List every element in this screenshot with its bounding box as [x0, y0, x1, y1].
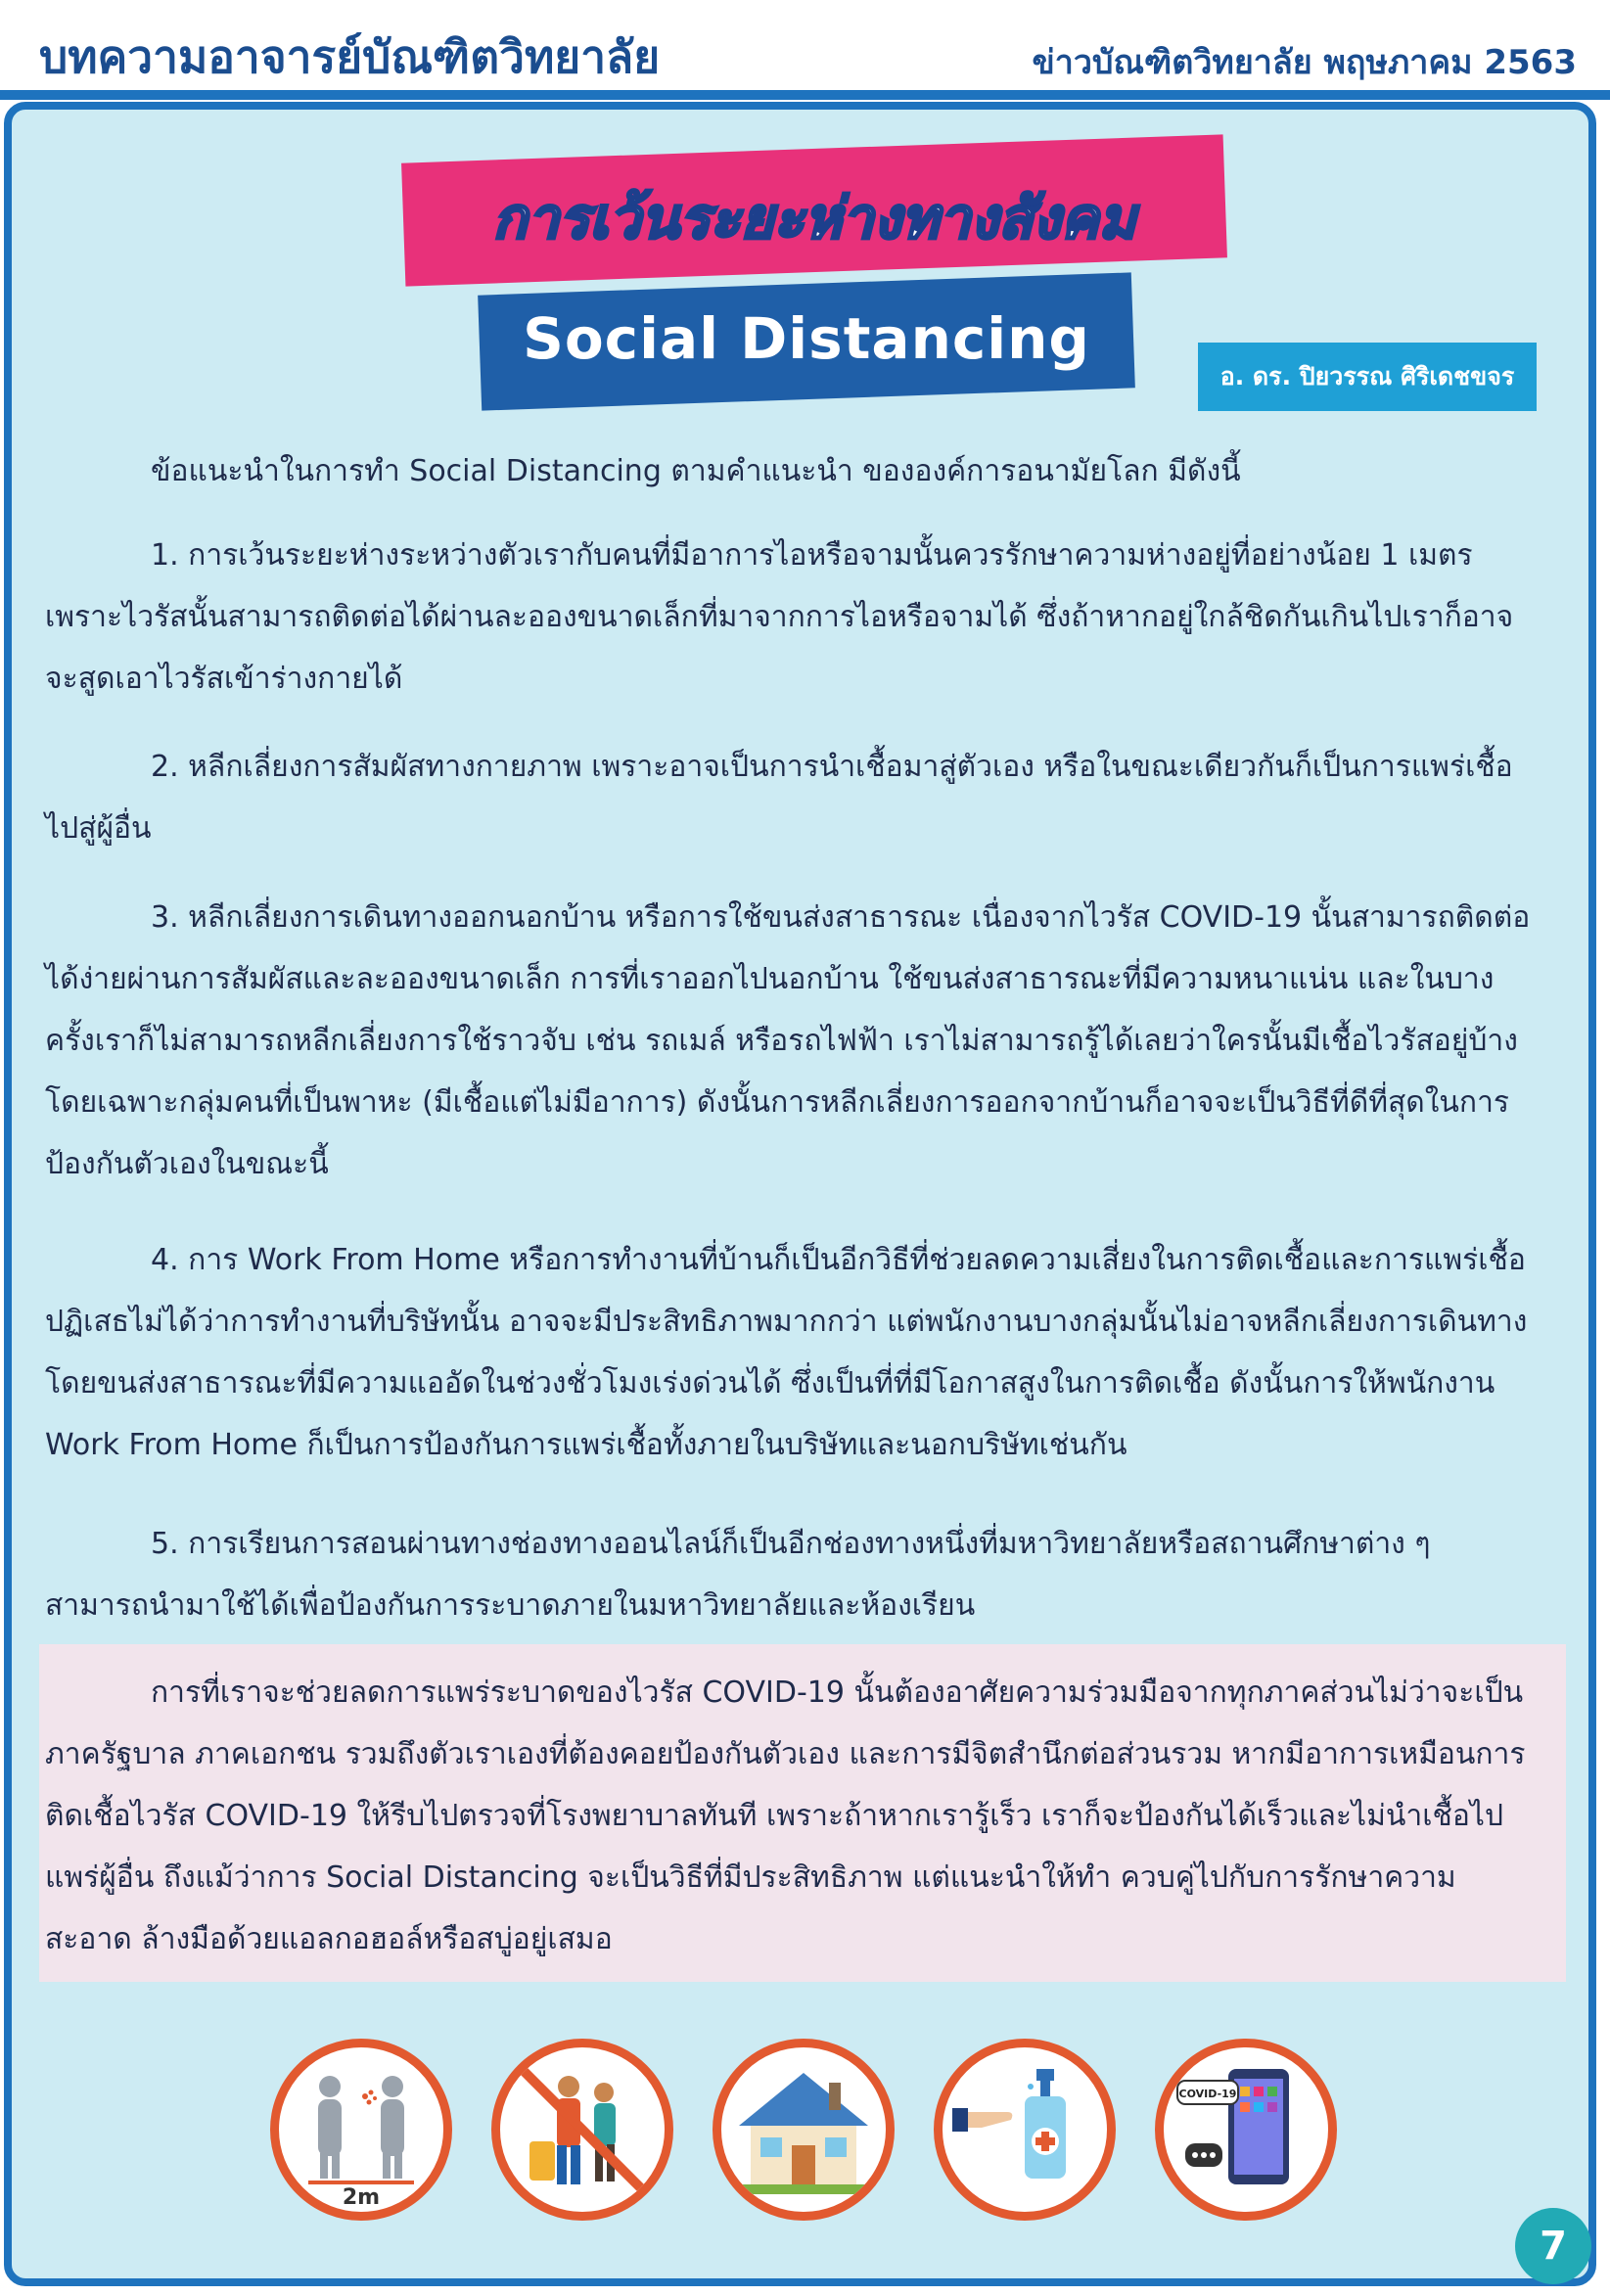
- paragraph-text: 5. การเรียนการสอนผ่านทางช่องทางออนไลน์ก็เป็นอีกช่องทางหนึ่งที่มหาวิทยาลัยหรือสถานศึกษาต่าง ๆ สามารถนำมาใช้ได้เพื่อป้องกันการระบาดภายในมหาวิทยาลัยและห้องเรียน: [45, 1527, 1431, 1623]
- hand-sanitizer-icon: [934, 2039, 1116, 2221]
- paragraph-3: [45, 887, 1542, 1195]
- issue-label: ข่าวบัณฑิตวิทยาลัย พฤษภาคม 2563: [1032, 43, 1577, 82]
- paragraph-4: [45, 1229, 1542, 1476]
- title-thai: การเว้นระยะห่างทางสังคม: [492, 185, 1136, 252]
- stay-home-icon: [713, 2039, 895, 2221]
- paragraph-2: [45, 736, 1542, 859]
- section-title: บทความอาจารย์บัณฑิตวิทยาลัย: [39, 30, 661, 83]
- conclusion-text: การที่เราจะช่วยลดการแพร่ระบาดของไวรัส COVID-19 นั้นต้องอาศัยความร่วมมือจากทุกภาคส่วนไม่ว่าจะเป็นภาครัฐบาล ภาคเอกชน รวมถึงตัวเราเองที่ต้องคอยป้องกันตัวเอง และการมีจิตสำนึกต่อส่วนรวม หากมีอาการเหมือนการติดเชื้อไวรัส COVID-19 ให้รีบไปตรวจที่โรงพยาบาลทันที เพราะถ้าหากเรารู้เร็ว เราก็จะป้องกันได้เร็วและไม่นำเชื้อไปแพร่ผู้อื่น ถึงแม้ว่าการ Social Distancing จะเป็นวิธีที่มีประสิทธิภาพ แต่แนะนำให้ทำ ควบคู่ไปกับการรักษาความสะอาด ล้างมือด้วยแอลกอฮอล์หรือสบู่อยู่เสมอ: [45, 1676, 1526, 1956]
- paragraph-text: 1. การเว้นระยะห่างระหว่างตัวเรากับคนที่มีอาการไอหรือจามนั้นควรรักษาความห่างอยู่ที่อย่างน้อย 1 เมตร เพราะไวรัสนั้นสามารถติดต่อได้ผ่านละอองขนาดเล็กที่มาจากการไอหรือจามได้ ซึ่งถ้าหากอยู่ใกล้ชิดกันเกินไปเราก็อาจจะสูดเอาไวรัสเข้าร่างกายได้: [45, 538, 1514, 696]
- no-travel-icon: [491, 2039, 673, 2221]
- page-header: [0, 0, 1610, 90]
- distance-label: 2m: [342, 2185, 381, 2210]
- intro-paragraph: ข้อแนะนำในการทำ Social Distancing ตามคำแนะนำ ขององค์การอนามัยโลก มีดังนี้: [151, 454, 1241, 488]
- phone-covid-icon: [1155, 2039, 1337, 2221]
- distance-icon: [270, 2039, 452, 2221]
- intro-text: [45, 440, 1542, 502]
- title-english: Social Distancing: [523, 305, 1090, 372]
- page-number: 7: [1515, 2208, 1591, 2284]
- author-badge: อ. ดร. ปิยวรรณ ศิริเดชขจร: [1198, 343, 1537, 411]
- paragraph-text: 4. การ Work From Home หรือการทำงานที่บ้านก็เป็นอีกวิธีที่ช่วยลดความเสี่ยงในการติดเชื้อและการแพร่เชื้อ ปฏิเสธไม่ได้ว่าการทำงานที่บริษัทนั้น อาจจะมีประสิทธิภาพมากกว่า แต่พนักงานบางกลุ่มนั้นไม่อาจหลีกเลี่ยงการเดินทางโดยขนส่งสาธารณะที่มีความแออัดในช่วงชั่วโมงเร่งด่วนได้ ซึ่งเป็นที่ที่มีโอกาสสูงในการติดเชื้อ ดังนั้นการให้พนักงาน Work From Home ก็เป็นการป้องกันการแพร่เชื้อทั้งภายในบริษัทและนอกบริษัทเช่นกัน: [45, 1243, 1528, 1462]
- conclusion: [45, 1662, 1542, 1970]
- paragraph-1: [45, 525, 1542, 710]
- icon-row: [270, 2039, 1366, 2234]
- paragraph-text: 2. หลีกเลี่ยงการสัมผัสทางกายภาพ เพราะอาจเป็นการนำเชื้อมาสู่ตัวเอง หรือในขณะเดียวกันก็เป็นการแพร่เชื้อไปสู่ผู้อื่น: [45, 750, 1513, 846]
- paragraph-5: [45, 1513, 1542, 1636]
- paragraph-text: 3. หลีกเลี่ยงการเดินทางออกนอกบ้าน หรือการใช้ขนส่งสาธารณะ เนื่องจากไวรัส COVID-19 นั้นสามารถติดต่อได้ง่ายผ่านการสัมผัสและละอองขนาดเล็ก การที่เราออกไปนอกบ้าน ใช้ขนส่งสาธารณะที่มีความหนาแน่น และในบางครั้งเราก็ไม่สามารถหลีกเลี่ยงการใช้ราวจับ เช่น รถเมล์ หรือรถไฟฟ้า เราไม่สามารถรู้ได้เลยว่าใครนั้นมีเชื้อไวรัสอยู่บ้าง โดยเฉพาะกลุ่มคนที่เป็นพาหะ (มีเชื้อแต่ไม่มีอาการ) ดังนั้นการหลีกเลี่ยงการออกจากบ้านก็อาจจะเป็นวิธีที่ดีที่สุดในการป้องกันตัวเองในขณะนี้: [45, 900, 1531, 1181]
- header-divider: [0, 90, 1610, 100]
- covid-label: COVID-19: [1178, 2088, 1237, 2100]
